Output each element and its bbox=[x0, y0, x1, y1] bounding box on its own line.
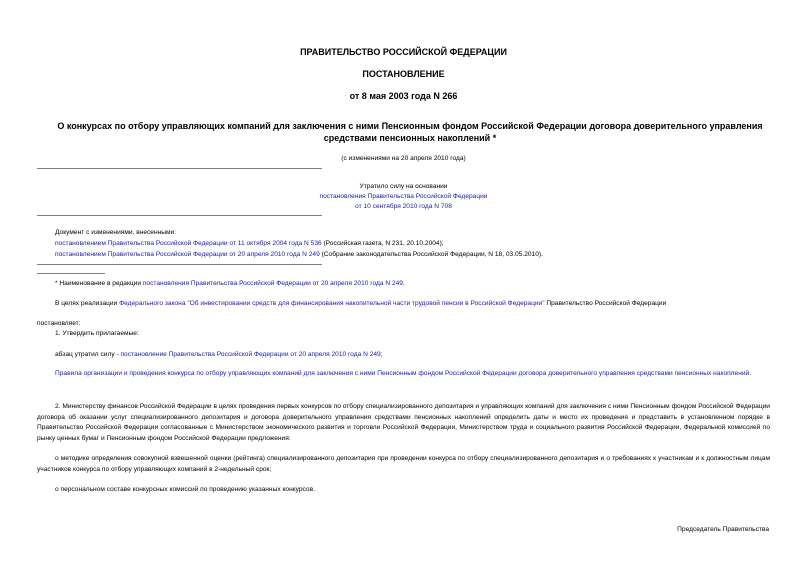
changes-item-source: (Собрание законодательства Российской Федерации, N 18, 03.05.2010). bbox=[319, 251, 543, 258]
changes-item-source: (Российская газета, N 231, 20.10.2004); bbox=[321, 240, 444, 247]
federal-law-link[interactable]: Федерального закона "Об инвестировании средств для финансирования накопительной части трудовой пенсии в Российской Федерации" bbox=[119, 300, 545, 307]
government-name: ПРАВИТЕЛЬСТВО РОССИЙСКОЙ ФЕДЕРАЦИИ bbox=[300, 47, 507, 57]
status-text: Утратило силу на основании bbox=[359, 183, 448, 190]
separator-line bbox=[37, 264, 322, 265]
footnote-link[interactable]: постановления Правительства Российской Федерации от 20 апреля 2010 года N 249 bbox=[142, 280, 403, 287]
separator-line bbox=[37, 215, 322, 216]
paragraph-3: о методике определения совокупной взвешенной оценки (рейтинга) специализированного депозитария при проведении конкурса по отбору специализированного депозитария и о требованиях к участникам и к должностным лицам участников конкурса по отбору управляющих компаний в 2-недельный срок; bbox=[37, 455, 770, 473]
decrees-word: постановляет: bbox=[37, 320, 81, 327]
changes-item-link[interactable]: постановлением Правительства Российской Федерации от 11 октября 2004 года N 536 bbox=[55, 240, 322, 247]
paragraph-2: 2. Министерству финансов Российской Федерации в целях проведения первых конкурсов по отбору специализированного депозитария и управляющих компаний для заключения с ними Пенсионным фондом Российской Федерации договора об оказании услуг специализированного депозитария и договора доверительного управления средствами пенсионных накоплений определить даты и место их проведения и представить в установленном порядке в Правительство Российской Федерации согласованные с Министерством экономического развития и торговли Российской Федерации, Министерством труда и социального развития Российской Федерации, Федеральной комиссией по рынку ценных бумаг и Пенсионным фондом Российской Федерации предложения: bbox=[37, 403, 770, 442]
footnote-separator bbox=[37, 273, 105, 274]
rules-link[interactable]: Правила организации и проведения конкурса по отбору управляющих компаний для заключения с ними Пенсионным фондом Российской Федерации договора доверительного управления средствами пенсионных накоплений bbox=[55, 370, 750, 377]
document-title: О конкурсах по отбору управляющих компаний для заключения с ними Пенсионным фондом Российской Федерации договора доверительного управления средствами пенсионных накоплений * bbox=[57, 121, 763, 143]
document-type: ПОСТАНОВЛЕНИЕ bbox=[362, 69, 445, 79]
intro-paragraph: В целях реализации Федерального закона "Об инвестировании средств для финансирования накопительной части трудовой пенсии в Российской Федерации" Правительство Российской Федерации bbox=[55, 300, 667, 307]
paragraph-1: 1. Утвердить прилагаемые: bbox=[55, 330, 139, 337]
status-link-line2[interactable]: от 10 сентября 2010 года N 708 bbox=[355, 203, 452, 210]
amendment-note: (с изменениями на 20 апреля 2010 года) bbox=[341, 155, 466, 162]
paragraph-4: о персональном составе конкурсных комиссий по проведению указанных конкурсов. bbox=[55, 486, 315, 493]
document-date-number: от 8 мая 2003 года N 266 bbox=[349, 91, 458, 101]
changes-item bbox=[55, 249, 543, 260]
repeal-link[interactable]: постановление Правительства Российской Федерации от 20 апреля 2010 года N 249 bbox=[120, 351, 381, 358]
status-link-line1[interactable]: постановления Правительства Российской Федерации bbox=[319, 193, 488, 200]
changes-item bbox=[55, 238, 444, 249]
footnote: * Наименование в редакции постановления Правительства Российской Федерации от 20 апреля 2010 года N 249. bbox=[55, 280, 405, 287]
separator-line bbox=[37, 168, 322, 169]
rules-paragraph: Правила организации и проведения конкурса по отбору управляющих компаний для заключения с ними Пенсионным фондом Российской Федерации договора доверительного управления средствами пенсионных накоплений. bbox=[55, 370, 752, 377]
changes-intro: Документ с изменениями, внесенными: bbox=[55, 229, 177, 236]
repealed-paragraph: абзац утратил силу - постановление Правительства Российской Федерации от 20 апреля 2010 года N 249; bbox=[55, 351, 383, 358]
signature: Председатель Правительства bbox=[677, 526, 769, 533]
changes-item-link[interactable]: постановлением Правительства Российской Федерации от 20 апреля 2010 года N 249 bbox=[55, 251, 320, 258]
